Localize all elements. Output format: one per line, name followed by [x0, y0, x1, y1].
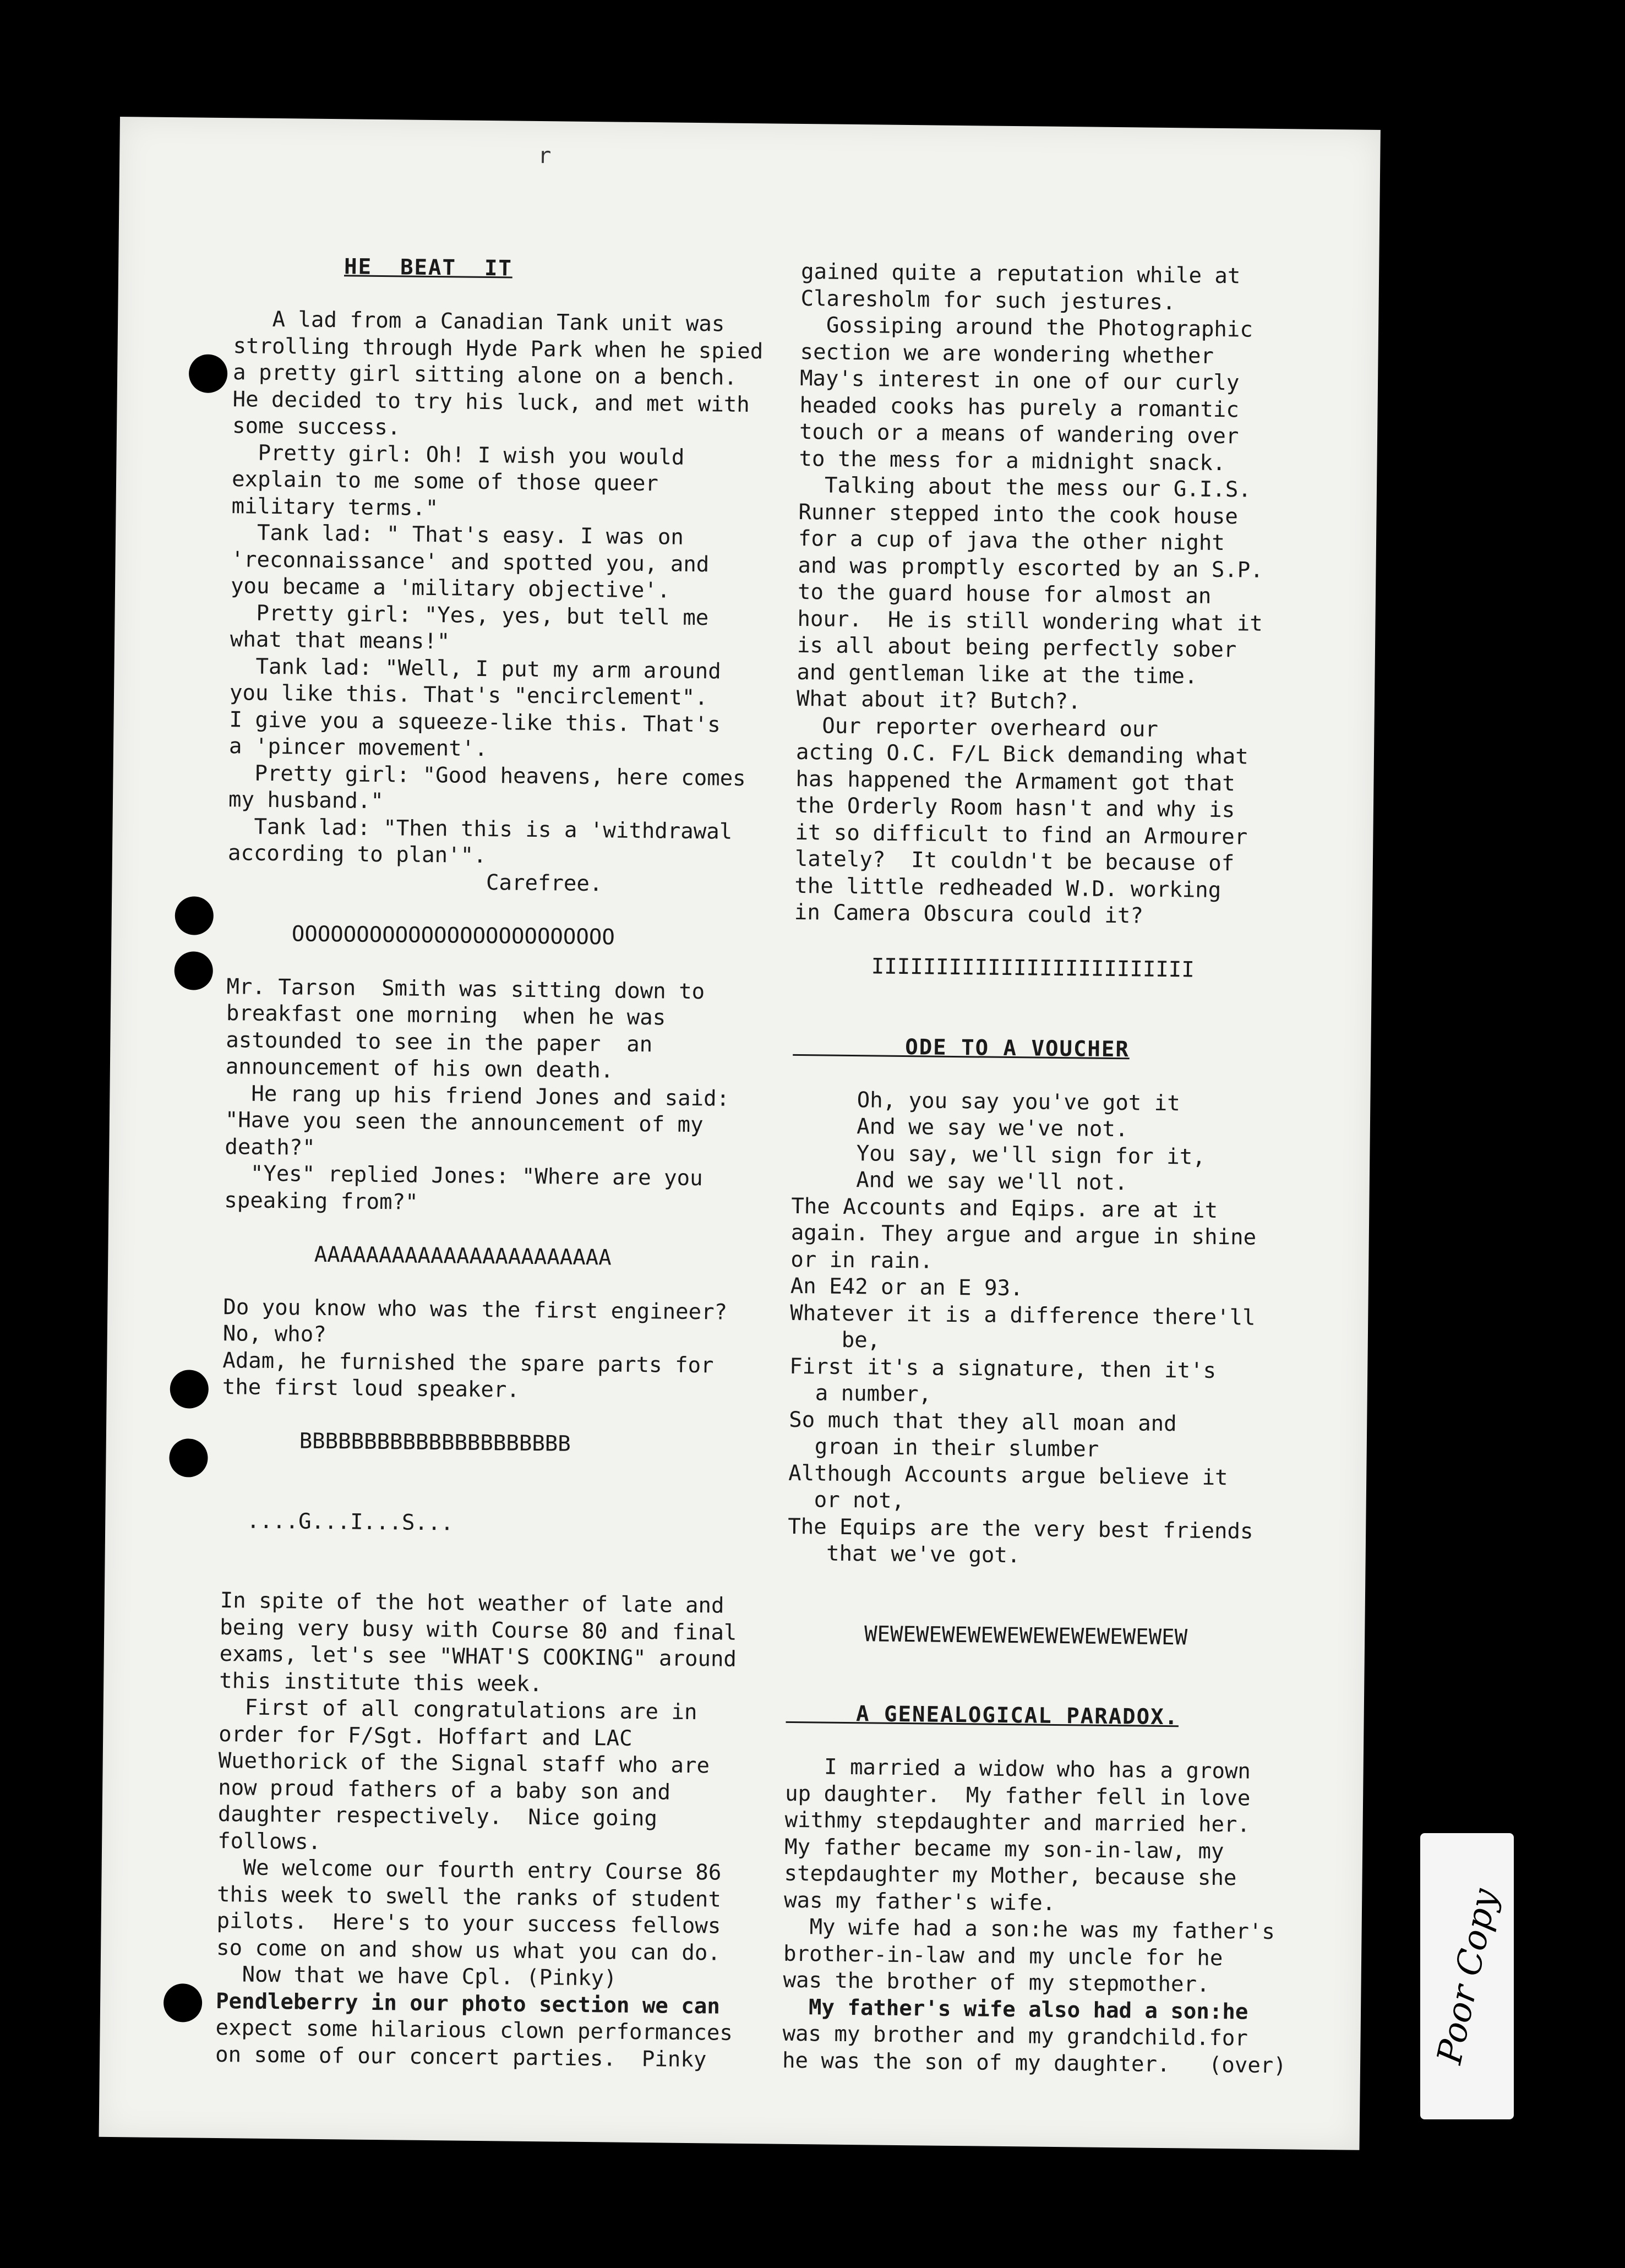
- text-line: In spite of the hot weather of late and: [220, 1588, 724, 1618]
- binder-hole: [174, 951, 213, 990]
- text-line: you became a 'military objective'.: [230, 574, 670, 603]
- text-line: according to plan'".: [227, 841, 487, 869]
- text-line: now proud fathers of a baby son and: [217, 1775, 671, 1805]
- text-line: up daughter. My father fell in love: [784, 1781, 1251, 1811]
- text-line: Runner stepped into the cook house: [798, 499, 1239, 529]
- text-line: He rang up his friend Jones and said:: [225, 1081, 730, 1111]
- text-line: is all about being perfectly sober: [797, 633, 1237, 663]
- text-line: HE BEAT IT: [343, 254, 513, 281]
- text-line: so come on and show us what you can do.: [216, 1935, 721, 1966]
- text-line: Now that we have Cpl. (Pinky): [216, 1962, 617, 1991]
- text-line: to the mess for a midnight snack.: [799, 446, 1226, 476]
- binder-hole: [170, 1370, 209, 1409]
- text-line: hour. He is still wondering what it: [797, 606, 1263, 636]
- text-line: The Equips are the very best friends: [788, 1514, 1253, 1544]
- text-line: gained quite a reputation while at: [800, 259, 1241, 289]
- text-line: a pretty girl sitting alone on a bench.: [232, 360, 738, 390]
- text-line: the first loud speaker.: [222, 1375, 520, 1403]
- text-line: follows.: [217, 1828, 321, 1855]
- text-line: Talking about the mess our G.I.S.: [798, 472, 1252, 503]
- text-line: He decided to try his luck, and met with: [232, 386, 750, 417]
- text-line: lately? It couldn't be because of: [794, 846, 1235, 876]
- text-line: this institute this week.: [219, 1668, 543, 1697]
- binder-hole: [189, 354, 228, 393]
- poor-copy-text: Poor Copy: [1428, 1885, 1506, 2068]
- text-line: Pendleberry in our photo section we can: [215, 1988, 721, 2019]
- text-line: touch or a means of wandering over: [799, 419, 1239, 449]
- text-line: Claresholm for such jestures.: [800, 286, 1176, 315]
- text-line: "Have you seen the announcement of my: [225, 1108, 704, 1138]
- text-line: speaking from?": [224, 1187, 418, 1215]
- pencil-mark: r: [538, 143, 552, 169]
- text-line: headed cooks has purely a romantic: [799, 392, 1240, 422]
- text-line: 'reconnaissance' and spotted you, and: [231, 547, 710, 577]
- text-line: or not,: [788, 1487, 905, 1514]
- text-line: Oh, you say you've got it: [792, 1087, 1180, 1116]
- text-line: Tank lad: "Then this is a 'withdrawal: [228, 814, 733, 844]
- text-line: What about it? Butch?.: [796, 686, 1081, 715]
- binder-hole: [169, 1438, 208, 1478]
- text-line: for a cup of java the other night: [798, 526, 1225, 556]
- text-line: Pretty girl: "Yes, yes, but tell me: [230, 600, 709, 630]
- text-line: Tank lad: " That's easy. I was on: [231, 520, 684, 550]
- text-line: An E42 or an E 93.: [790, 1273, 1023, 1301]
- text-line: was my brother and my grandchild.for: [782, 2021, 1248, 2051]
- binder-hole: [175, 896, 214, 935]
- text-line: Although Accounts argue believe it: [788, 1460, 1228, 1490]
- text-line: breakfast one morning when he was: [226, 1001, 666, 1031]
- text-line: some success.: [232, 413, 401, 440]
- text-line: AAAAAAAAAAAAAAAAAAAAAAA: [223, 1241, 612, 1270]
- text-line: "Yes" replied Jones: "Where are you: [224, 1161, 703, 1191]
- text-line: what that means!": [230, 627, 450, 655]
- text-line: ....G...I...S...: [221, 1508, 454, 1535]
- text-line: that we've got.: [787, 1540, 1021, 1568]
- text-line: Carefree.: [227, 867, 603, 896]
- text-line: BBBBBBBBBBBBBBBBBBBBB: [221, 1428, 571, 1457]
- text-line: to the guard house for almost an: [797, 579, 1212, 609]
- text-line: section we are wondering whether: [800, 339, 1214, 369]
- text-line: IIIIIIIIIIIIIIIIIIIIIIIII: [793, 953, 1195, 983]
- text-line: OOOOOOOOOOOOOOOOOOOOOOOOO: [227, 920, 615, 950]
- text-line: it so difficult to find an Armourer: [795, 820, 1248, 850]
- text-line: May's interest in one of our curly: [799, 366, 1240, 396]
- text-line: acting O.C. F/L Bick demanding what: [795, 739, 1248, 770]
- text-line: stepdaughter my Mother, because she: [784, 1861, 1237, 1891]
- poor-copy-label: [1420, 1833, 1514, 2119]
- text-line: and gentleman like at the time.: [797, 659, 1198, 689]
- text-line: be,: [789, 1327, 881, 1353]
- text-line: daughter respectively. Nice going: [217, 1802, 658, 1831]
- right-column: [782, 259, 1379, 2080]
- text-line: brother-in-law and my uncle for he: [783, 1941, 1223, 1971]
- text-line: groan in their slumber: [788, 1433, 1099, 1462]
- text-line: was the brother of my stepmother.: [783, 1967, 1210, 1997]
- text-line: We welcome our fourth entry Course 86: [217, 1855, 722, 1885]
- text-line: A GENEALOGICAL PARADOX.: [786, 1700, 1179, 1730]
- text-line: being very busy with Course 80 and final: [220, 1615, 737, 1645]
- text-line: WEWEWEWEWEWEWEWEWEWEWEWEW: [786, 1621, 1188, 1650]
- text-line: A lad from a Canadian Tank unit was: [233, 307, 725, 337]
- text-line: No, who?: [222, 1321, 326, 1348]
- left-column: [215, 253, 784, 2074]
- text-line: again. They argue and argue in shine: [790, 1220, 1257, 1250]
- text-line: a number,: [789, 1380, 932, 1407]
- text-line: ODE TO A VOUCHER: [793, 1033, 1130, 1062]
- typewritten-page: [99, 117, 1381, 2150]
- text-line: Whatever it is a difference there'll: [790, 1300, 1256, 1331]
- text-line: was my father's wife.: [783, 1888, 1056, 1916]
- text-line: in Camera Obscura could it?: [794, 899, 1144, 929]
- text-line: I married a widow who has a grown: [785, 1754, 1251, 1784]
- text-line: My father became my son-in-law, my: [784, 1834, 1224, 1864]
- text-line: announcement of his own death.: [225, 1054, 614, 1083]
- text-line: exams, let's see "WHAT'S COOKING" around: [219, 1642, 737, 1672]
- text-line: You say, we'll sign for it,: [792, 1140, 1206, 1170]
- text-line: or in rain.: [790, 1247, 933, 1274]
- text-line: Do you know who was the first engineer?: [223, 1294, 728, 1325]
- text-line: Gossiping around the Photographic: [800, 312, 1253, 342]
- text-line: astounded to see in the paper an: [226, 1027, 653, 1057]
- text-line: My wife had a son:he was my father's: [783, 1914, 1275, 1945]
- text-line: pilots. Here's to your success fellows: [216, 1909, 721, 1939]
- text-line: My father's wife also had a son:he: [782, 1994, 1248, 2025]
- text-line: First it's a signature, then it's: [789, 1354, 1217, 1383]
- text-line: I give you a squeeze-like this. That's: [229, 707, 721, 737]
- text-line: The Accounts and Eqips. are at it: [791, 1193, 1218, 1223]
- text-line: Pretty girl: Oh! I wish you would: [232, 440, 685, 470]
- binder-hole: [163, 1983, 203, 2022]
- text-line: Our reporter overheard our: [796, 713, 1159, 742]
- text-line: Adam, he furnished the spare parts for: [222, 1348, 714, 1378]
- text-line: Wuethorick of the Signal staff who are: [218, 1748, 710, 1779]
- text-line: this week to swell the ranks of student: [216, 1882, 722, 1912]
- text-line: expect some hilarious clown performances: [215, 2015, 733, 2046]
- text-line: you like this. That's "encirclement".: [229, 680, 708, 711]
- text-line: military terms.": [231, 493, 439, 521]
- text-line: So much that they all moan and: [789, 1407, 1177, 1436]
- text-line: And we say we'll not.: [791, 1166, 1128, 1196]
- text-line: Mr. Tarson Smith was sitting down to: [226, 974, 705, 1004]
- text-line: strolling through Hyde Park when he spied: [233, 333, 764, 364]
- text-line: the Orderly Room hasn't and why is: [795, 793, 1235, 823]
- text-line: death?": [225, 1134, 316, 1160]
- text-line: First of all congratulations are in: [219, 1695, 697, 1725]
- text-line: has happened the Armament got that: [795, 766, 1235, 796]
- text-line: Tank lad: "Well, I put my arm around: [230, 653, 721, 684]
- text-line: order for F/Sgt. Hoffart and LAC: [219, 1721, 632, 1751]
- text-line: withmy stepdaughter and married her.: [784, 1807, 1251, 1838]
- text-line: Pretty girl: "Good heavens, here comes: [228, 760, 746, 791]
- text-line: he was the son of my daughter. (over): [782, 2048, 1287, 2078]
- text-line: And we say we've not.: [792, 1113, 1128, 1142]
- text-line: explain to me some of those queer: [231, 467, 659, 497]
- text-line: my husband.": [228, 787, 384, 814]
- text-line: a 'pincer movement'.: [228, 734, 488, 762]
- text-line: the little redheaded W.D. working: [794, 873, 1222, 903]
- text-line: and was promptly escorted by an S.P.: [798, 553, 1264, 583]
- text-line: on some of our concert parties. Pinky: [215, 2042, 707, 2072]
